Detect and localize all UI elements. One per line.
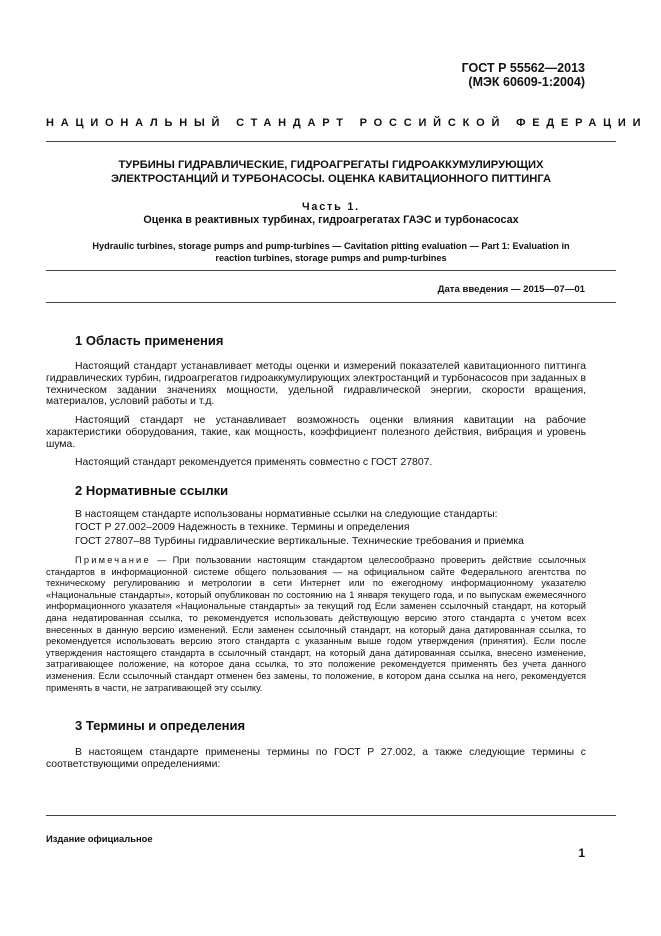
standard-code-line1: ГОСТ Р 55562—2013 <box>461 61 585 75</box>
section-1-paragraph-3: Настоящий стандарт рекомендуется применять совместно с ГОСТ 27807. <box>75 457 433 468</box>
section-1-paragraph-1: Настоящий стандарт устанавливает методы оценки и измерений показателей кавитационного питтинга гидравлических турбин, гидроагрегатов гидроаккумулирующих электростанций и турбонасосов при заданных в техническом задании значениях мощности, удельной гидравлической энергии, скорости вращения, материалов, условий работы и т.д. <box>46 361 586 408</box>
section-3-heading: 3 Термины и определения <box>75 718 246 733</box>
document-title <box>46 158 616 186</box>
standard-code-line2: (МЭК 60609-1:2004) <box>468 75 585 89</box>
english-title-line2: reaction turbines, storage pumps and pump-turbines <box>215 253 447 263</box>
section-1-heading: 1 Область применения <box>75 333 224 348</box>
section-1-paragraph-2: Настоящий стандарт не устанавливает возможность оценки влияния кавитации на рабочие характеристики оборудования, такие, как мощность, коэффициент полезного действия, вибрация и уровень шума. <box>46 415 586 450</box>
document-title-line1: ТУРБИНЫ ГИДРАВЛИЧЕСКИЕ, ГИДРОАГРЕГАТЫ ГИДРОАККУМУЛИРУЮЩИХ <box>118 159 544 171</box>
introduction-date: Дата введения — 2015—07—01 <box>437 284 585 295</box>
document-title-line2: ЭЛЕКТРОСТАНЦИЙ И ТУРБОНАСОСЫ. ОЦЕНКА КАВИТАЦИОННОГО ПИТТИНГА <box>110 173 552 185</box>
official-edition-label: Издание официальное <box>46 833 153 844</box>
page-number: 1 <box>578 846 585 860</box>
header-divider <box>46 141 616 142</box>
section-3-paragraph-1: В настоящем стандарте применены термины по ГОСТ Р 27.002, а также следующие термины с соответствующими определениями: <box>46 747 586 770</box>
footer-divider <box>46 815 616 816</box>
section-2-note <box>46 555 586 694</box>
title-divider <box>46 270 616 271</box>
part-label: Часть 1. <box>302 201 360 213</box>
section-2-heading: 2 Нормативные ссылки <box>75 483 229 498</box>
standard-code <box>462 61 585 89</box>
note-label: Примечание <box>75 555 151 565</box>
normative-reference-1: ГОСТ Р 27.002–2009 Надежность в технике. Термины и определения <box>75 522 410 533</box>
note-text: — При пользовании настоящим стандартом целесообразно проверить действие ссылочных стандартов в информационной системе общего пользования — на официальном сайте Федерального агентства по техническому регулированию и метрологии в сети Интернет или по ежегодному информационному указателю «Национальные стандарты», который опубликован по состоянию на 1 января текущего года, и по выпускам ежемесячного информационного указателя «Национальные стандарты» за текущий год Если заменен ссылочный стандарт, на который дана недатированная ссылка, то рекомендуется использовать действующую версию этого стандарта с учетом всех внесенных в данную версию изменений. Если заменен ссылочный стандарт, на который дана датированная ссылка, то рекомендуется использовать версию этого стандарта с указанным выше годом утверждения (принятия). Если после утверждения настоящего стандарта в ссылочный стандарт, на который дана датированная ссылка, внесено изменение, затрагивающее положение, на которое дана ссылка, то это положение рекомендуется применять без учета данного изменения. Если ссылочный стандарт отменен без замены, то положение, в котором дана ссылка на него, рекомендуется применять в части, не затрагивающей эту ссылку. <box>46 555 586 693</box>
date-divider <box>46 302 616 303</box>
part-title: Оценка в реактивных турбинах, гидроагрегатах ГАЭС и турбонасосах <box>143 214 519 226</box>
english-title-line1: Hydraulic turbines, storage pumps and pump-turbines — Cavitation pitting evaluation — Part 1: Evaluation in <box>92 241 570 251</box>
section-2-intro: В настоящем стандарте использованы нормативные ссылки на следующие стандарты: <box>75 509 498 520</box>
english-title <box>46 240 616 264</box>
national-standard-banner: НАЦИОНАЛЬНЫЙ СТАНДАРТ РОССИЙСКОЙ ФЕДЕРАЦИИ <box>46 117 648 129</box>
normative-reference-2: ГОСТ 27807–88 Турбины гидравлические вертикальные. Технические требования и приемка <box>75 536 524 547</box>
